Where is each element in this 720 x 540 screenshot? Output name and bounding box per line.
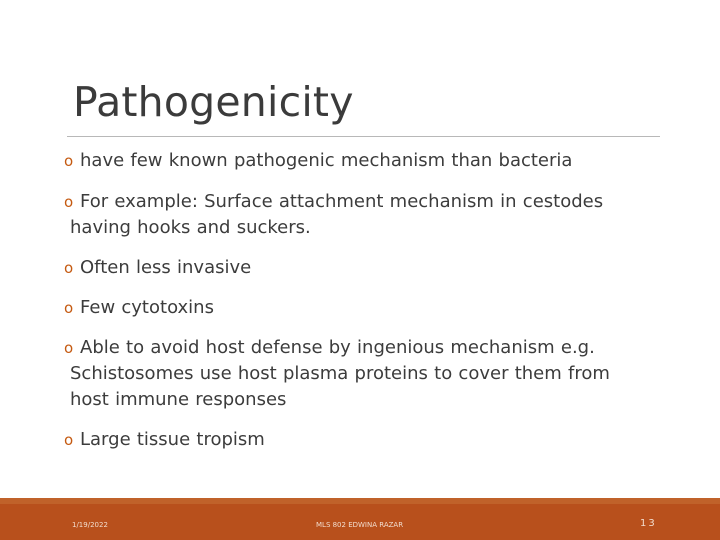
- bullet-item: [64, 255, 664, 281]
- bullet-item: [64, 148, 664, 174]
- bullet-item: [64, 295, 664, 321]
- slide-title: Pathogenicity: [73, 78, 354, 126]
- bullet-text: [70, 335, 664, 413]
- bullet-text: [80, 148, 664, 174]
- bullet-text: [80, 427, 664, 453]
- bullet-line: Few cytotoxins: [80, 297, 214, 318]
- bullet-marker-icon: o: [64, 431, 74, 449]
- bullet-text: [70, 189, 664, 241]
- bullet-line: Schistosomes use host plasma proteins to cover them from: [70, 363, 610, 384]
- footer-bar: [0, 504, 720, 540]
- bullet-marker-icon: o: [64, 152, 74, 170]
- bullet-marker-icon: o: [64, 339, 74, 357]
- footer-author: MLS 802 EDWINA RAZAR: [316, 521, 404, 529]
- bullet-marker-icon: o: [64, 259, 74, 277]
- footer-date: 1/19/2022: [72, 521, 108, 529]
- bullet-line: Often less invasive: [80, 257, 252, 278]
- bullet-line: host immune responses: [70, 389, 287, 410]
- bullet-marker-icon: o: [64, 299, 74, 317]
- page-number: 13: [640, 518, 657, 529]
- bullet-line: Able to avoid host defense by ingenious mechanism e.g.: [80, 337, 595, 358]
- bullet-item: [64, 335, 664, 413]
- bullet-line: Large tissue tropism: [80, 429, 265, 450]
- bullet-item: [64, 189, 664, 241]
- bullet-item: [64, 427, 664, 453]
- bullet-line: For example: Surface attachment mechanism in cestodes: [80, 191, 604, 212]
- bullet-line: have few known pathogenic mechanism than bacteria: [80, 150, 573, 171]
- bullet-text: [80, 295, 664, 321]
- bullet-marker-icon: o: [64, 193, 74, 211]
- bullet-text: [80, 255, 664, 281]
- bullet-line: having hooks and suckers.: [70, 217, 311, 238]
